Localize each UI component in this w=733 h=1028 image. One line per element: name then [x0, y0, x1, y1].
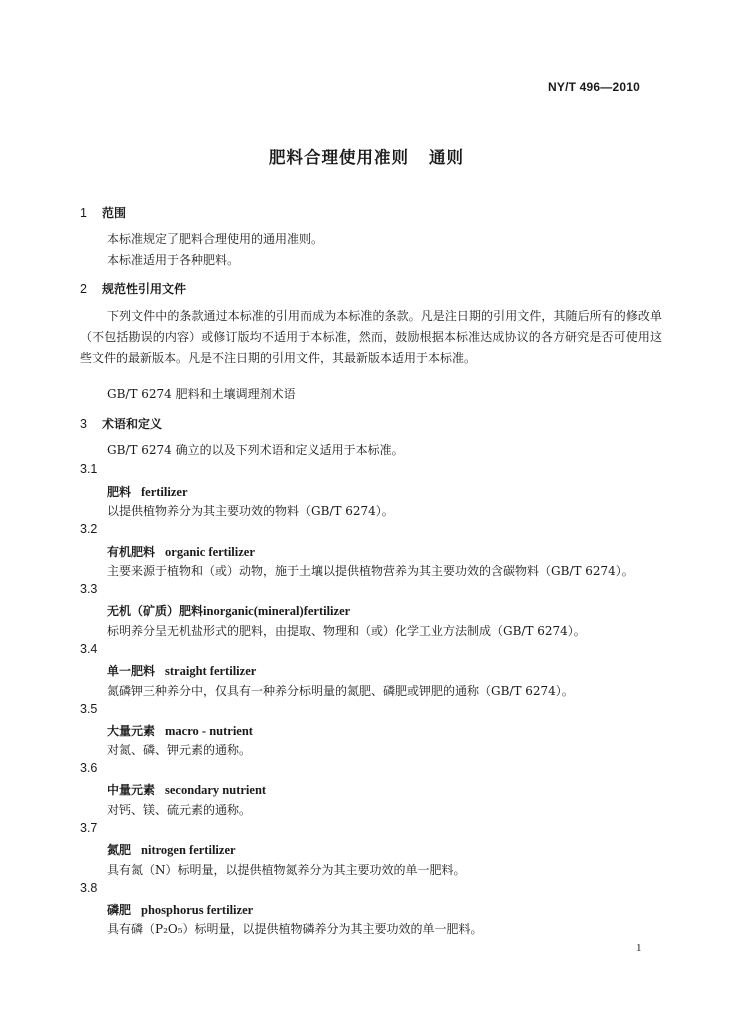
- clause-number: 3.6: [80, 761, 98, 775]
- term-en: straight fertilizer: [165, 664, 257, 678]
- clause-number: 3.5: [80, 702, 98, 716]
- section-number: 3: [80, 417, 87, 431]
- term-definition: 以提供植物养分为其主要功效的物料（GB/T 6274）。: [107, 504, 394, 518]
- term-heading: [107, 901, 253, 918]
- section-heading: [80, 415, 162, 432]
- section-title: 范围: [102, 206, 127, 220]
- term-definition: 具有氮（N）标明量，以提供植物氮养分为其主要功效的单一肥料。: [107, 863, 466, 877]
- term-definition: 具有磷（P₂O₅）标明量，以提供植物磷养分为其主要功效的单一肥料。: [107, 922, 483, 936]
- section-heading: [80, 280, 186, 297]
- clause-number: 3.7: [80, 821, 98, 835]
- term-definition: 标明养分呈无机盐形式的肥料，由提取、物理和（或）化学工业方法制成（GB/T 6274）。: [107, 624, 586, 638]
- section-title: 术语和定义: [102, 417, 163, 431]
- term-definition: 氮磷钾三种养分中，仅具有一种养分标明量的氮肥、磷肥或钾肥的通称（GB/T 6274）。: [107, 684, 574, 698]
- paragraph: GB/T 6274 确立的以及下列术语和定义适用于本标准。: [107, 443, 404, 457]
- term-heading: [107, 841, 236, 858]
- term-heading: [107, 602, 350, 619]
- section-heading: [80, 204, 126, 221]
- term-heading: [107, 543, 255, 560]
- title-sub: 通则: [429, 148, 464, 167]
- term-zh: 氮肥: [107, 843, 132, 857]
- term-heading: [107, 781, 266, 798]
- term-zh: 肥料: [107, 485, 132, 499]
- term-heading: [107, 662, 256, 679]
- paragraph: 本标准适用于各种肥料。: [107, 253, 240, 267]
- term-en: secondary nutrient: [165, 783, 267, 797]
- paragraph: 下列文件中的条款通过本标准的引用而成为本标准的条款。凡是注日期的引用文件，其随后所有的修改单（不包括勘误的内容）或修订版均不适用于本标准，然而，鼓励根据本标准达成协议的各方研究是否可使用这些文件的最新版本。凡是不注日期的引用文件，其最新版本适用于本标准。: [80, 309, 662, 365]
- term-zh: 无机（矿质）肥料: [107, 604, 204, 618]
- term-definition: 主要来源于植物和（或）动物，施于土壤以提供植物营养为其主要功效的含碳物料（GB/T 6274）。: [107, 564, 634, 578]
- term-zh: 有机肥料: [107, 545, 156, 559]
- section-number: 1: [80, 206, 87, 220]
- title-main: 肥料合理使用准则: [269, 148, 409, 167]
- section-title: 规范性引用文件: [102, 282, 187, 296]
- term-en: organic fertilizer: [165, 545, 255, 559]
- term-en: macro - nutrient: [165, 724, 253, 738]
- term-heading: [107, 483, 188, 500]
- document-title: [0, 144, 733, 168]
- term-en: inorganic(mineral)fertilizer: [203, 604, 351, 618]
- clause-number: 3.4: [80, 642, 98, 656]
- reference-item: GB/T 6274 肥料和土壤调理剂术语: [107, 387, 296, 401]
- term-en: nitrogen fertilizer: [141, 843, 236, 857]
- term-heading: [107, 722, 253, 739]
- page-number: 1: [636, 942, 642, 954]
- term-zh: 中量元素: [107, 783, 156, 797]
- clause-number: 3.3: [80, 582, 98, 596]
- section-number: 2: [80, 282, 87, 296]
- clause-number: 3.2: [80, 522, 98, 536]
- standard-code: NY/T 496—2010: [548, 80, 640, 94]
- term-zh: 大量元素: [107, 724, 156, 738]
- term-zh: 磷肥: [107, 903, 132, 917]
- term-en: phosphorus fertilizer: [141, 903, 254, 917]
- clause-number: 3.8: [80, 881, 98, 895]
- term-en: fertilizer: [141, 485, 188, 499]
- term-definition: 对钙、镁、硫元素的通称。: [107, 803, 252, 817]
- term-definition: 对氮、磷、钾元素的通称。: [107, 743, 252, 757]
- paragraph: 本标准规定了肥料合理使用的通用准则。: [107, 232, 324, 246]
- clause-number: 3.1: [80, 462, 98, 476]
- term-zh: 单一肥料: [107, 664, 156, 678]
